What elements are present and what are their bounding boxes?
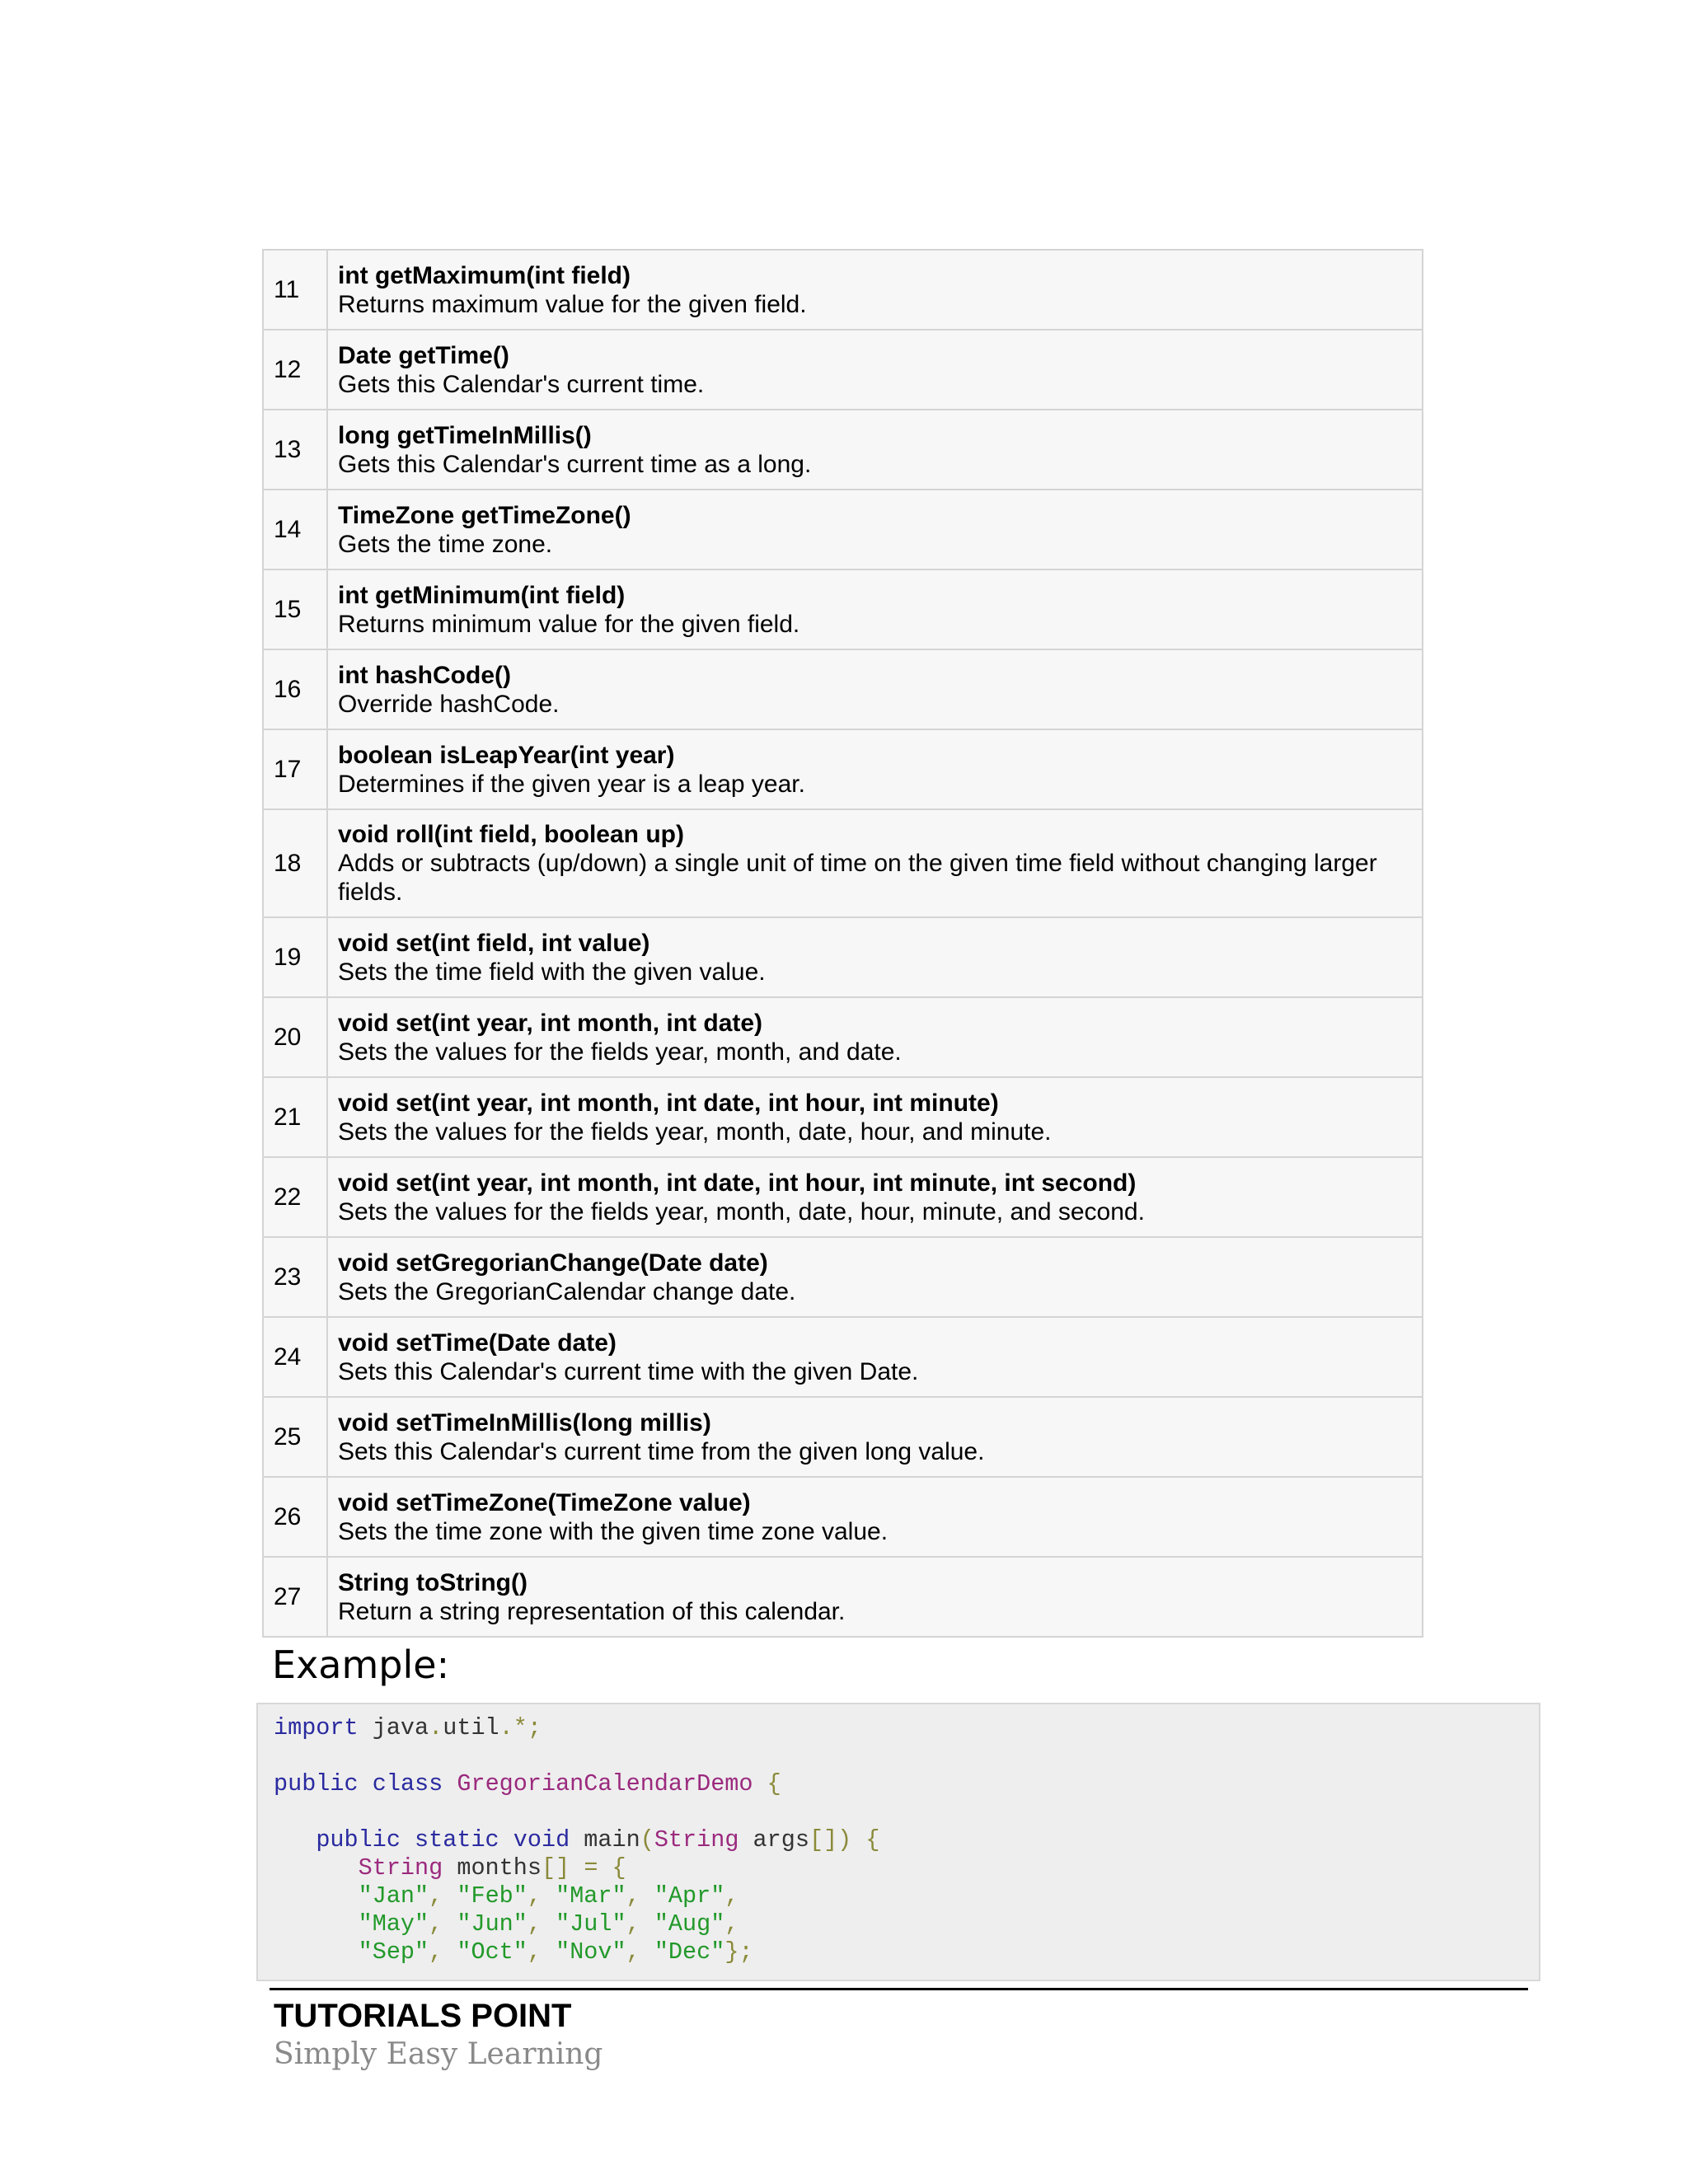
method-number: 20: [263, 997, 327, 1077]
table-row: [263, 1317, 1423, 1397]
method-signature: void setGregorianChange(Date date): [338, 1249, 768, 1277]
code-token: "Jul": [556, 1910, 626, 1938]
method-number: 12: [263, 330, 327, 410]
method-number: 27: [263, 1557, 327, 1637]
method-cell: [327, 330, 1423, 410]
code-token: [274, 1854, 359, 1882]
method-description: Return a string representation of this calendar.: [338, 1597, 846, 1625]
code-token: []: [541, 1854, 570, 1882]
method-description: Determines if the given year is a leap year.: [338, 770, 805, 798]
code-token: "Jun": [457, 1910, 528, 1938]
method-description: Returns maximum value for the given field.: [338, 290, 807, 318]
table-row: [263, 490, 1423, 569]
code-token: ,: [626, 1938, 654, 1966]
code-token: [570, 1854, 584, 1882]
method-cell: [327, 410, 1423, 490]
method-number: 23: [263, 1237, 327, 1317]
method-signature: int getMaximum(int field): [338, 261, 631, 289]
method-description: Adds or subtracts (up/down) a single unit of time on the given time field without changing larger fields.: [338, 850, 1377, 906]
code-token: public: [316, 1826, 401, 1854]
table-row: [263, 809, 1423, 917]
code-token: "Aug": [654, 1910, 725, 1938]
code-token: args: [738, 1826, 809, 1854]
method-description: Sets the time field with the given value.: [338, 958, 766, 986]
method-number: 25: [263, 1397, 327, 1477]
code-token: =: [584, 1854, 598, 1882]
method-number: 26: [263, 1477, 327, 1557]
code-token: ,: [429, 1882, 457, 1910]
code-line: [274, 1910, 738, 1938]
code-token: java: [358, 1714, 429, 1741]
code-token: ,: [429, 1910, 457, 1938]
code-token: [401, 1826, 415, 1854]
method-number: 14: [263, 490, 327, 569]
method-signature: long getTimeInMillis(): [338, 421, 592, 449]
code-token: "Oct": [457, 1938, 528, 1966]
method-signature: void setTimeInMillis(long millis): [338, 1408, 711, 1436]
code-token: [499, 1826, 513, 1854]
method-cell: [327, 809, 1423, 917]
methods-table-body: [263, 250, 1423, 1637]
code-token: String: [358, 1854, 443, 1882]
code-token: ,: [724, 1910, 739, 1938]
code-token: "Mar": [556, 1882, 626, 1910]
code-token: {: [865, 1826, 880, 1854]
code-token: "Sep": [358, 1938, 429, 1966]
table-row: [263, 250, 1423, 330]
code-token: "Feb": [457, 1882, 528, 1910]
method-number: 16: [263, 649, 327, 729]
code-line: [274, 1714, 542, 1741]
table-row: [263, 569, 1423, 649]
code-token: "Nov": [556, 1938, 626, 1966]
method-number: 24: [263, 1317, 327, 1397]
code-token: .*;: [499, 1714, 542, 1741]
method-cell: [327, 1477, 1423, 1557]
code-token: .: [429, 1714, 443, 1741]
code-token: "Jan": [358, 1882, 429, 1910]
code-token: [443, 1770, 457, 1797]
method-description: Sets the values for the fields year, month, date, hour, and minute.: [338, 1118, 1052, 1146]
method-signature: void set(int field, int value): [338, 929, 650, 957]
method-description: Gets this Calendar's current time as a long.: [338, 450, 812, 478]
code-token: [359, 1770, 373, 1797]
code-line: [274, 1882, 738, 1910]
method-signature: Date getTime(): [338, 341, 509, 369]
method-cell: [327, 1157, 1423, 1237]
method-number: 15: [263, 569, 327, 649]
method-signature: TimeZone getTimeZone(): [338, 501, 631, 529]
code-line: [274, 1826, 880, 1854]
method-cell: [327, 917, 1423, 997]
table-row: [263, 649, 1423, 729]
code-line: [274, 1770, 781, 1797]
code-token: static: [415, 1826, 499, 1854]
method-cell: [327, 1077, 1423, 1157]
method-cell: [327, 250, 1423, 330]
code-token: public: [274, 1770, 359, 1797]
method-description: Sets the values for the fields year, month, and date.: [338, 1038, 902, 1066]
method-cell: [327, 490, 1423, 569]
method-signature: boolean isLeapYear(int year): [338, 741, 675, 769]
method-cell: [327, 1317, 1423, 1397]
code-token: (: [640, 1826, 654, 1854]
method-signature: String toString(): [338, 1568, 528, 1596]
method-description: Sets the values for the fields year, month, date, hour, minute, and second.: [338, 1197, 1145, 1226]
table-row: [263, 917, 1423, 997]
code-token: months: [443, 1854, 542, 1882]
table-row: [263, 1237, 1423, 1317]
method-cell: [327, 1397, 1423, 1477]
method-description: Returns minimum value for the given field.: [338, 610, 800, 638]
method-description: Sets the GregorianCalendar change date.: [338, 1277, 796, 1305]
code-token: GregorianCalendarDemo: [457, 1770, 753, 1797]
code-token: import: [274, 1714, 359, 1741]
code-token: "Apr": [654, 1882, 725, 1910]
table-row: [263, 410, 1423, 490]
method-signature: void roll(int field, boolean up): [338, 821, 684, 848]
code-token: String: [654, 1826, 739, 1854]
method-cell: [327, 729, 1423, 809]
code-token: {: [767, 1770, 781, 1797]
code-token: void: [513, 1826, 570, 1854]
method-number: 11: [263, 250, 327, 330]
method-signature: void setTime(Date date): [338, 1329, 617, 1357]
code-token: [598, 1854, 612, 1882]
method-cell: [327, 1557, 1423, 1637]
method-signature: int getMinimum(int field): [338, 581, 626, 609]
table-row: [263, 1557, 1423, 1637]
code-token: ,: [527, 1910, 556, 1938]
code-token: [274, 1882, 359, 1910]
method-cell: [327, 649, 1423, 729]
table-row: [263, 1077, 1423, 1157]
method-description: Sets this Calendar's current time from the given long value.: [338, 1437, 985, 1465]
footer-subtitle: Simply Easy Learning: [274, 2037, 603, 2071]
method-cell: [327, 997, 1423, 1077]
table-row: [263, 997, 1423, 1077]
code-token: main: [570, 1826, 640, 1854]
code-token: ,: [724, 1882, 739, 1910]
code-token: ,: [626, 1910, 654, 1938]
method-number: 17: [263, 729, 327, 809]
method-number: 18: [263, 809, 327, 917]
footer-title: TUTORIALS POINT: [274, 1998, 572, 2034]
table-row: [263, 729, 1423, 809]
method-number: 21: [263, 1077, 327, 1157]
code-block: [256, 1703, 1540, 1981]
table-row: [263, 330, 1423, 410]
code-token: [274, 1910, 359, 1938]
code-token: class: [372, 1770, 443, 1797]
code-line: [274, 1938, 753, 1966]
code-token: [274, 1826, 316, 1854]
code-listing: [258, 1704, 1539, 1966]
method-cell: [327, 569, 1423, 649]
method-description: Override hashCode.: [338, 690, 560, 718]
code-line: [274, 1854, 626, 1882]
example-heading: Example:: [272, 1643, 450, 1687]
method-signature: void set(int year, int month, int date, int hour, int minute): [338, 1089, 999, 1117]
method-description: Sets the time zone with the given time zone value.: [338, 1517, 889, 1545]
method-number: 19: [263, 917, 327, 997]
method-cell: [327, 1237, 1423, 1317]
footer-divider: [270, 1988, 1528, 1990]
method-number: 22: [263, 1157, 327, 1237]
code-token: ,: [626, 1882, 654, 1910]
method-description: Gets the time zone.: [338, 530, 553, 558]
table-row: [263, 1477, 1423, 1557]
code-token: [851, 1826, 865, 1854]
method-signature: void set(int year, int month, int date): [338, 1009, 763, 1037]
code-token: };: [724, 1938, 753, 1966]
code-token: "May": [358, 1910, 429, 1938]
table-row: [263, 1157, 1423, 1237]
method-number: 13: [263, 410, 327, 490]
code-token: []): [809, 1826, 852, 1854]
code-token: ,: [527, 1882, 556, 1910]
method-signature: void set(int year, int month, int date, int hour, int minute, int second): [338, 1169, 1137, 1197]
method-signature: void setTimeZone(TimeZone value): [338, 1488, 751, 1516]
code-token: [274, 1938, 359, 1966]
method-description: Sets this Calendar's current time with the given Date.: [338, 1357, 919, 1385]
code-token: "Dec": [654, 1938, 725, 1966]
code-token: {: [612, 1854, 626, 1882]
method-description: Gets this Calendar's current time.: [338, 370, 705, 398]
method-signature: int hashCode(): [338, 661, 511, 689]
code-token: ,: [527, 1938, 556, 1966]
methods-table: [262, 249, 1423, 1638]
table-row: [263, 1397, 1423, 1477]
code-token: ,: [429, 1938, 457, 1966]
code-token: [753, 1770, 767, 1797]
code-token: util: [443, 1714, 499, 1741]
